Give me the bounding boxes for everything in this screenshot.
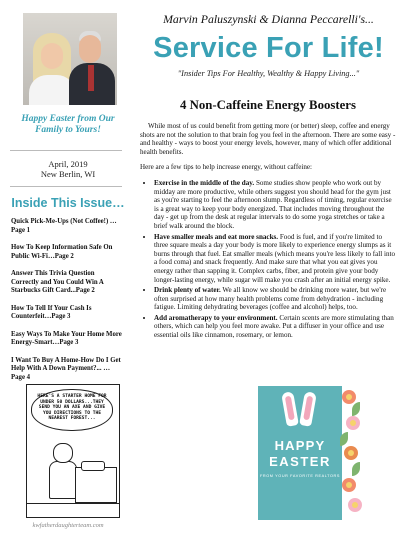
issue-date bbox=[8, 159, 128, 179]
tips-list bbox=[140, 179, 396, 340]
list-item bbox=[154, 179, 396, 231]
flower-icon bbox=[346, 416, 360, 430]
header-names: Marvin Paluszynski & Dianna Peccarelli's... bbox=[163, 12, 374, 26]
list-item bbox=[154, 286, 396, 312]
inside-issue-title: Inside This Issue… bbox=[11, 196, 125, 210]
issue-month: April, 2019 bbox=[48, 159, 88, 169]
flower-icon bbox=[344, 446, 358, 460]
divider bbox=[10, 186, 122, 187]
cartoon-illustration bbox=[26, 384, 120, 518]
tip-heading: Have smaller meals and eat more snacks. bbox=[154, 232, 279, 241]
tip-heading: Exercise in the middle of the day. bbox=[154, 178, 255, 187]
toc-item[interactable]: How To Keep Information Safe On Public Wi-Fi…Page 2 bbox=[11, 244, 113, 260]
issue-location: New Berlin, WI bbox=[40, 169, 96, 179]
tip-body: Food is fuel, and if you're limited to three square meals a day your body is more likely to experience energy slumps as it burns through that fuel. Eat smaller meals (which means you're less likely to fall into a food coma) and snack frequently. And make sure that what you eat gives you energy rather than sapping it. Complex carbs, fiber, and protein give your body longer-lasting energy, while sugar will make you crash after an initial energy spike. bbox=[154, 232, 396, 284]
easter-card bbox=[258, 386, 342, 520]
phone-icon bbox=[81, 461, 105, 471]
desk-icon bbox=[75, 467, 117, 503]
newsletter-title: Service For Life! bbox=[153, 32, 384, 64]
divider bbox=[10, 150, 122, 151]
easter-card-happy: HAPPY bbox=[274, 438, 326, 453]
toc-item[interactable]: How To Tell If Your Cash Is Counterfeit…Page 3 bbox=[11, 304, 92, 320]
tip-body: Some studies show people who work out by midday are more productive, while others suggest you should head for the gym just as you're starting to feel the afternoon slump. Regardless of timing, regular exercise is a great way to keep your body energized. That includes moving throughout the day - get up from the desk at regular intervals to do some yoga stretches or take a brief walk around the block. bbox=[154, 178, 392, 230]
toc-item[interactable]: I Want To Buy A Home-How Do I Get Help With A Down Payment?... …Page 4 bbox=[11, 356, 121, 381]
easter-card-from: FROM YOUR FAVORITE REALTORS bbox=[259, 474, 341, 478]
website-link[interactable]: kwfatherdaughterteam.com bbox=[32, 522, 104, 529]
toc-item[interactable]: Easy Ways To Make Your Home More Energy-Smart…Page 3 bbox=[11, 330, 122, 346]
list-item bbox=[154, 233, 396, 285]
easter-message: Happy Easter from Our Family to Yours! bbox=[21, 114, 115, 135]
table-of-contents bbox=[11, 218, 123, 391]
flower-icon bbox=[348, 498, 362, 512]
flower-icon bbox=[342, 478, 356, 492]
flower-border bbox=[340, 386, 364, 520]
tip-heading: Drink plenty of water. bbox=[154, 286, 221, 295]
tip-body: Certain scents are more stimulating than others, which can help you feel more awake. Put a diffuser in your office and use essential oils like cinnamon, rosemary, or lemon. bbox=[154, 313, 394, 340]
leaf-icon bbox=[340, 432, 348, 446]
article-body bbox=[140, 122, 396, 342]
sidebar bbox=[0, 0, 128, 540]
easter-card-easter: EASTER bbox=[269, 454, 331, 469]
bunny-ear-icon bbox=[281, 391, 299, 427]
article-lead: Here are a few tips to help increase energy, without caffeine: bbox=[140, 163, 313, 172]
cartoon-speech-bubble: HERE'S A STARTER HOME FOR UNDER 50 DOLLARS...THEY SEND YOU AN AXE AND GIVE YOU DIRECTIONS TO THE NEAREST FOREST... bbox=[31, 389, 113, 431]
tip-heading: Add aromatherapy to your environment. bbox=[154, 313, 278, 322]
list-item bbox=[154, 314, 396, 340]
article-title: 4 Non-Caffeine Energy Boosters bbox=[180, 98, 356, 112]
toc-item[interactable]: Quick Pick-Me-Ups (Not Coffee!) …Page 1 bbox=[11, 218, 117, 234]
leaf-icon bbox=[352, 402, 360, 416]
flower-icon bbox=[342, 390, 356, 404]
bunny-ear-icon bbox=[299, 391, 317, 427]
agents-photo bbox=[23, 13, 117, 105]
newsletter-tagline: "Insider Tips For Healthy, Wealthy & Happy Living..." bbox=[177, 69, 360, 78]
article-intro: While most of us could benefit from getting more (or better) sleep, coffee and energy shots are not the solution to that brain fog you feel in the afternoon. There are some easy - and healthy - ways to boost your energy levels, however, many of which offer additional health benefits. bbox=[140, 122, 396, 156]
leaf-icon bbox=[352, 462, 360, 476]
toc-item[interactable]: Answer This Trivia Question Correctly and You Could Win A Starbucks Gift Card...Page 2 bbox=[11, 270, 104, 294]
tip-body: We all know we should be drinking more water, but we're often surprised at how many health problems come from dehydration - including fatigue. Limiting dehydrating beverages (coffee and alcohol) helps, too. bbox=[154, 286, 387, 312]
